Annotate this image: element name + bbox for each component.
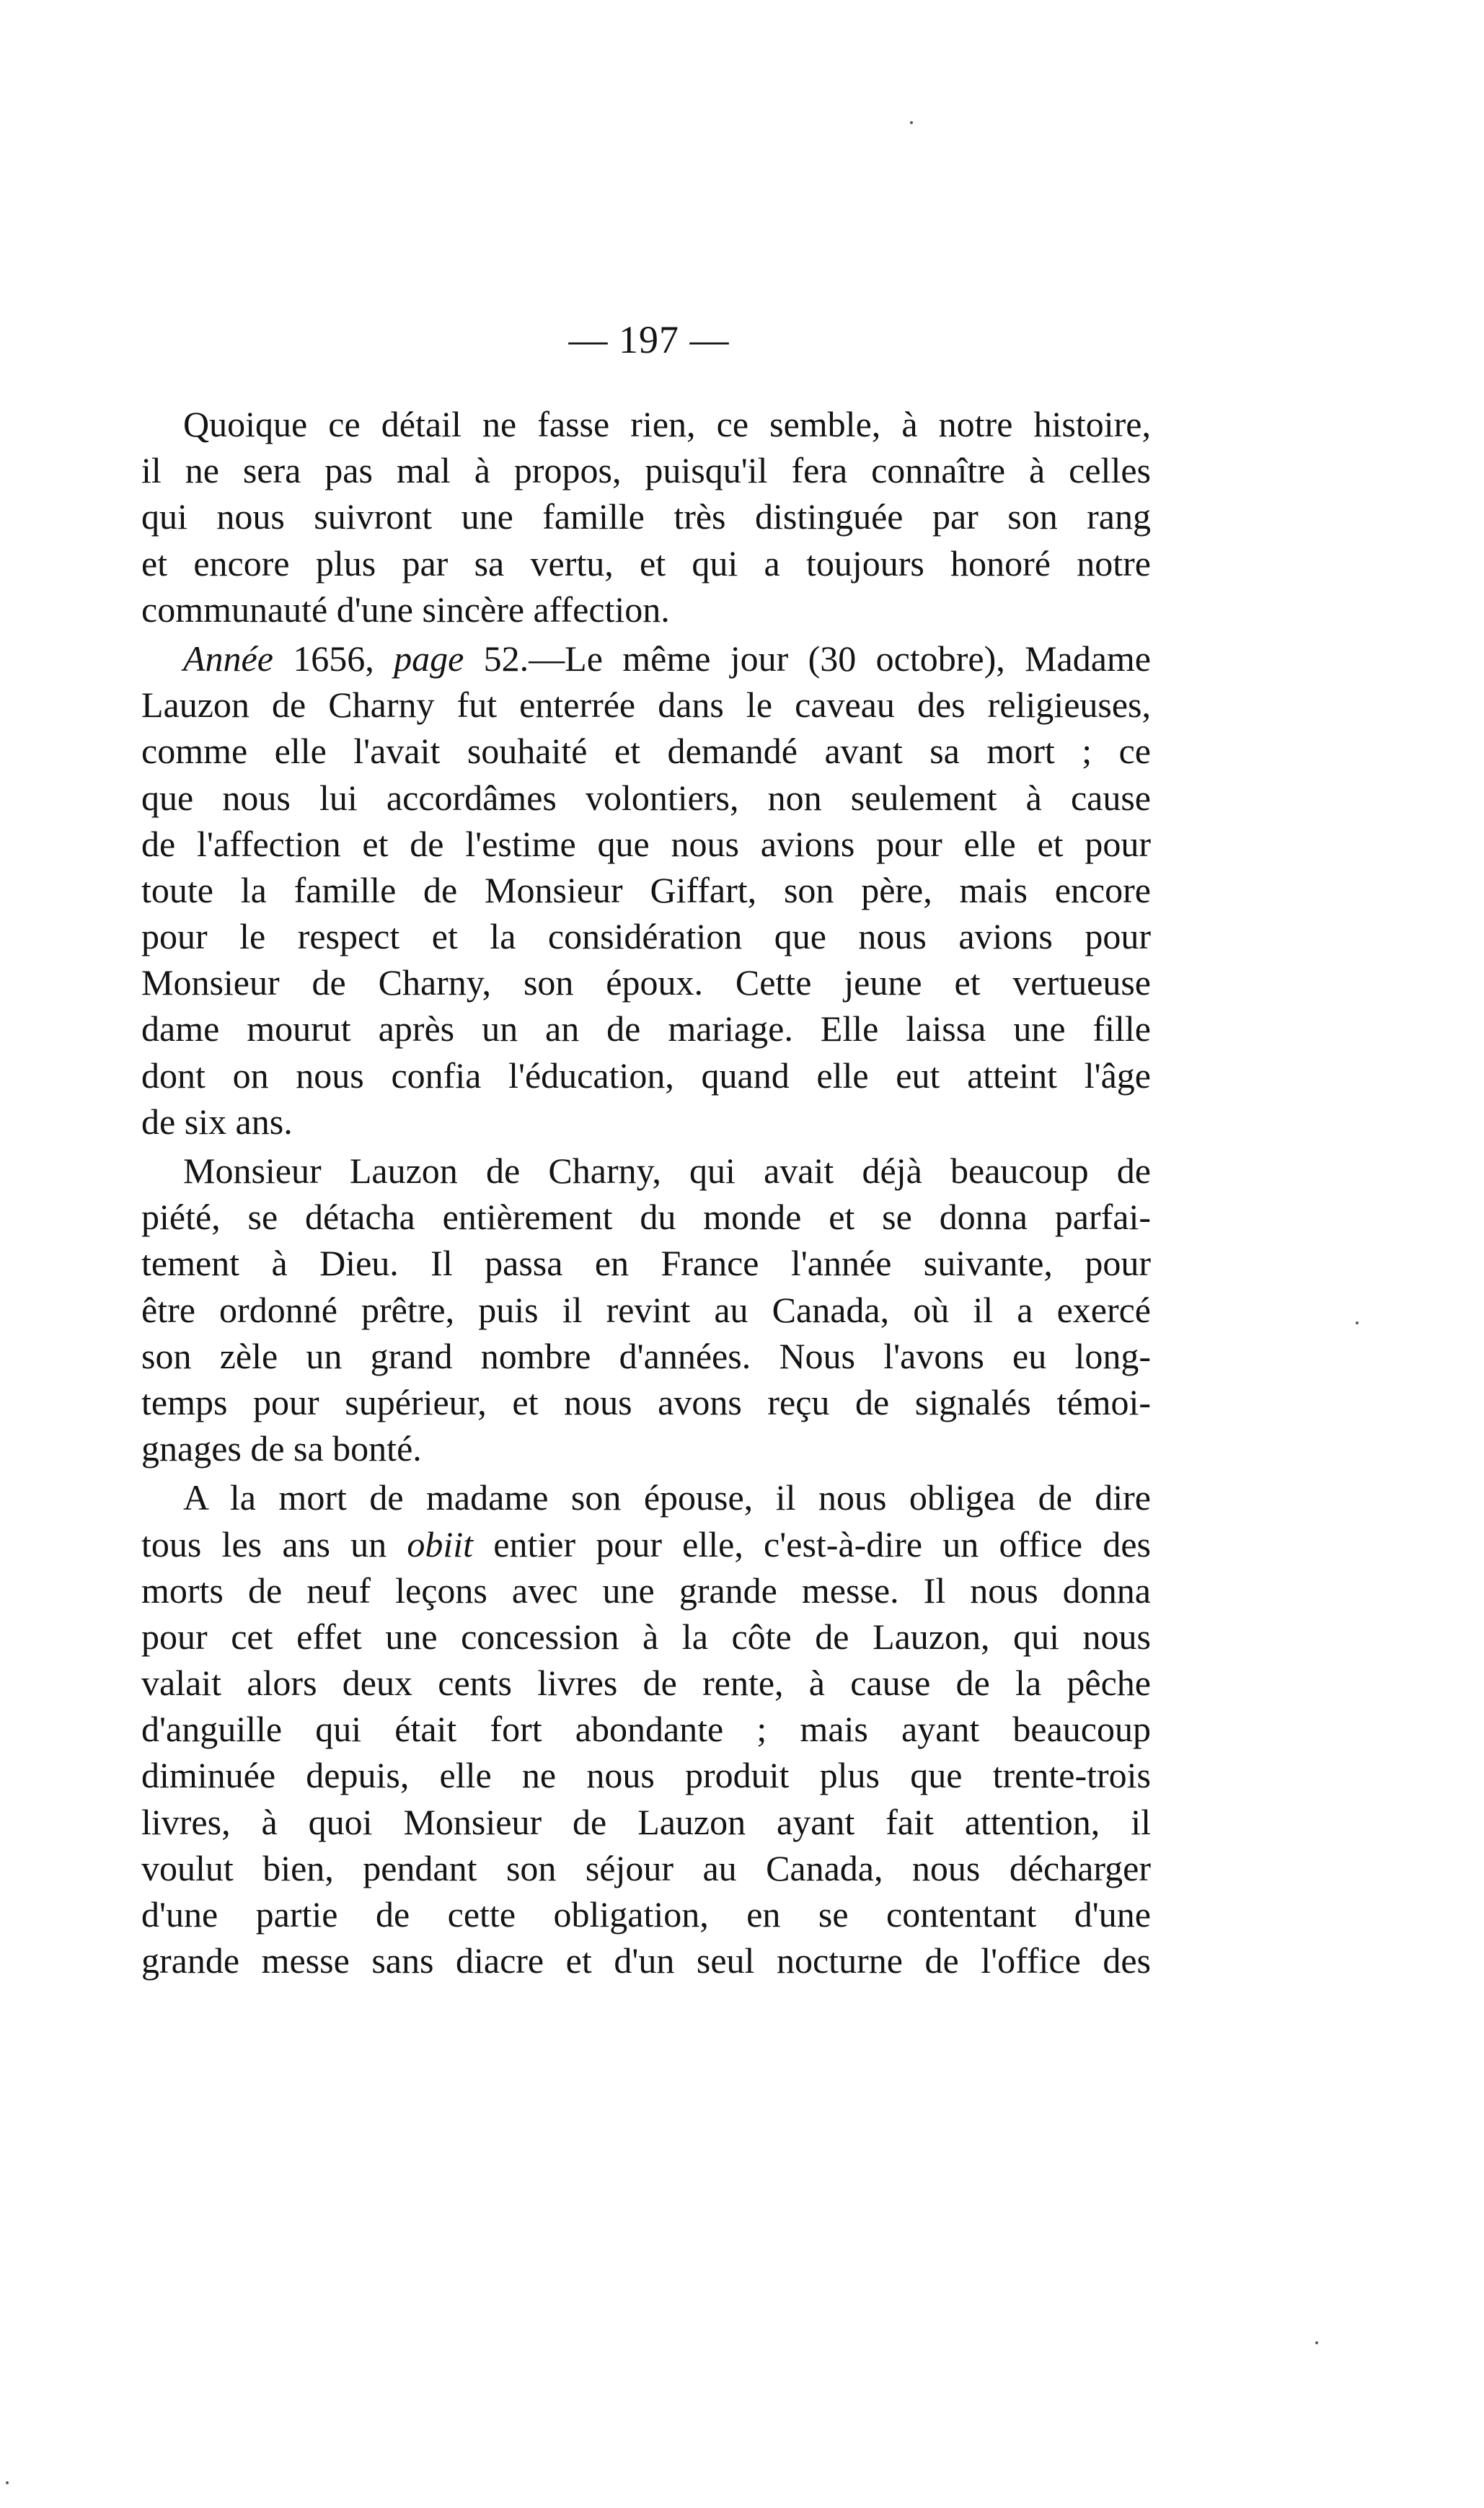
italic-text: page	[394, 638, 464, 679]
text-line: son zèle un grand nombre d'années. Nous l'avons eu long-	[141, 1335, 1151, 1376]
inline-text: 1656,	[273, 638, 394, 679]
text-line: Quoique ce détail ne fasse rien, ce semble, à notre histoire,	[183, 404, 1151, 444]
text-line: d'anguille qui était fort abondante ; mais ayant beaucoup	[141, 1709, 1151, 1750]
paragraph-1	[141, 401, 1151, 633]
page-number: — 197 —	[568, 318, 730, 361]
text-line: morts de neuf leçons avec une grande messe. Il nous donna	[141, 1570, 1151, 1611]
italic-text: obiit	[407, 1523, 474, 1565]
text-line: de six ans.	[141, 1101, 293, 1142]
text-line: Monsieur de Charny, son époux. Cette jeune et vertueuse	[141, 962, 1151, 1003]
italic-text: Année	[183, 638, 273, 679]
text-line: gnages de sa bonté.	[141, 1428, 422, 1469]
text-line: diminuée depuis, elle ne nous produit plus que trente-trois	[141, 1755, 1151, 1796]
scan-speck	[910, 121, 913, 124]
inline-text: tous les ans un	[141, 1523, 407, 1565]
text-line: toute la famille de Monsieur Giffart, son père, mais encore	[141, 869, 1151, 910]
text-line: temps pour supérieur, et nous avons reçu de signalés témoi-	[141, 1381, 1151, 1422]
text-line: d'une partie de cette obligation, en se contentant d'une	[141, 1894, 1151, 1935]
text-line: pour le respect et la considération que nous avions pour	[141, 916, 1151, 957]
text-line	[141, 1521, 1151, 1567]
text-line: piété, se détacha entièrement du monde et se donna parfai-	[141, 1197, 1151, 1238]
text-line: que nous lui accordâmes volontiers, non seulement à cause	[141, 777, 1151, 818]
body-text	[141, 401, 1151, 1984]
text-line: pour cet effet une concession à la côte de Lauzon, qui nous	[141, 1616, 1151, 1657]
text-line: qui nous suivront une famille très distinguée par son rang	[141, 496, 1151, 537]
text-line: voulut bien, pendant son séjour au Canada, nous décharger	[141, 1847, 1151, 1888]
text-line: être ordonné prêtre, puis il revint au Canada, où il a exercé	[141, 1289, 1151, 1330]
paragraph-2	[141, 635, 1151, 1145]
paragraph-3	[141, 1148, 1151, 1471]
text-line: de l'affection et de l'estime que nous avions pour elle et pour	[141, 823, 1151, 864]
scan-speck	[1356, 1321, 1359, 1324]
text-line: A la mort de madame son épouse, il nous obligea de dire	[183, 1477, 1151, 1518]
text-line: et encore plus par sa vertu, et qui a toujours honoré notre	[141, 542, 1151, 584]
text-line: tement à Dieu. Il passa en France l'année suivante, pour	[141, 1243, 1151, 1284]
text-line: grande messe sans diacre et d'un seul nocturne de l'office des	[141, 1940, 1151, 1981]
text-line: valait alors deux cents livres de rente, à cause de la pêche	[141, 1663, 1151, 1704]
scan-speck	[1315, 2341, 1318, 2344]
text-line: communauté d'une sincère affection.	[141, 589, 670, 630]
text-line: comme elle l'avait souhaité et demandé avant sa mort ; ce	[141, 731, 1151, 772]
text-line: livres, à quoi Monsieur de Lauzon ayant fait attention, il	[141, 1801, 1151, 1842]
inline-text: entier pour elle, c'est-à-dire un office des	[473, 1523, 1151, 1565]
scan-speck	[6, 2481, 9, 2484]
paragraph-4	[141, 1474, 1151, 1984]
text-line: Monsieur Lauzon de Charny, qui avait déjà beaucoup de	[183, 1150, 1151, 1191]
text-line: il ne sera pas mal à propos, puisqu'il fera connaître à celles	[141, 450, 1151, 491]
text-line	[141, 635, 1151, 682]
text-line: dont on nous confia l'éducation, quand elle eut atteint l'âge	[141, 1055, 1151, 1096]
inline-text: 52.—Le même jour (30 octobre), Madame	[464, 638, 1151, 679]
text-line: dame mourut après un an de mariage. Elle laissa une fille	[141, 1008, 1151, 1050]
text-line: Lauzon de Charny fut enterrée dans le caveau des religieuses,	[141, 685, 1151, 726]
